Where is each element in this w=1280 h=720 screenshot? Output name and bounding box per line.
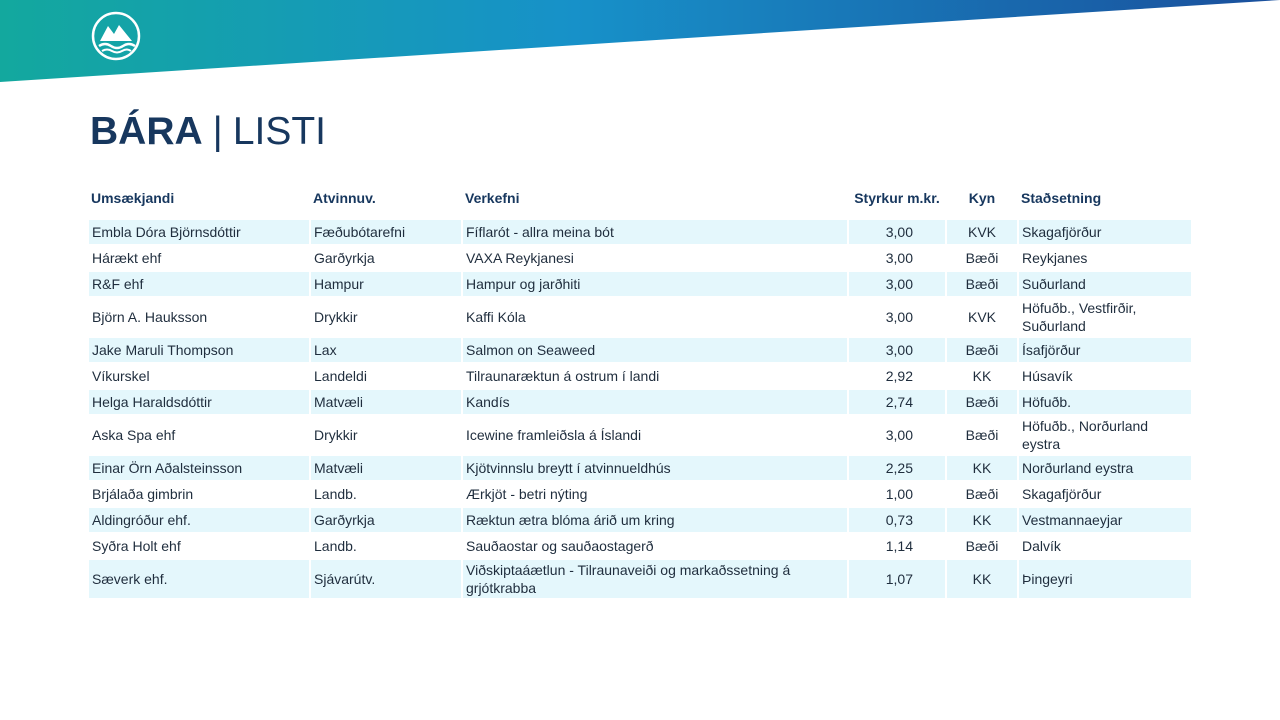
cell-gender: KK	[947, 560, 1017, 598]
cell-sector: Landeldi	[311, 364, 461, 388]
cell-location: Þingeyri	[1019, 560, 1191, 598]
cell-gender: Bæði	[947, 482, 1017, 506]
table-row	[89, 246, 1191, 270]
title-bold: BÁRA	[90, 110, 203, 153]
cell-grant: 3,00	[849, 416, 945, 454]
cell-project: Salmon on Seaweed	[463, 338, 847, 362]
cell-applicant: Jake Maruli Thompson	[89, 338, 309, 362]
cell-gender: KK	[947, 456, 1017, 480]
cell-sector: Landb.	[311, 482, 461, 506]
cell-applicant: Hárækt ehf	[89, 246, 309, 270]
cell-grant: 1,00	[849, 482, 945, 506]
page-title	[90, 108, 326, 156]
cell-grant: 1,07	[849, 560, 945, 598]
cell-applicant: Sæverk ehf.	[89, 560, 309, 598]
table-row	[89, 456, 1191, 480]
cell-project: Kandís	[463, 390, 847, 414]
cell-sector: Garðyrkja	[311, 508, 461, 532]
cell-location: Dalvík	[1019, 534, 1191, 558]
cell-applicant: Syðra Holt ehf	[89, 534, 309, 558]
table-row	[89, 482, 1191, 506]
logo-icon	[91, 11, 141, 61]
cell-sector: Hampur	[311, 272, 461, 296]
cell-applicant: Helga Haraldsdóttir	[89, 390, 309, 414]
cell-grant: 2,92	[849, 364, 945, 388]
cell-location: Vestmannaeyjar	[1019, 508, 1191, 532]
cell-project: Kaffi Kóla	[463, 298, 847, 336]
header-sector: Atvinnuv.	[313, 190, 376, 206]
cell-gender: Bæði	[947, 390, 1017, 414]
cell-sector: Drykkir	[311, 298, 461, 336]
cell-project: Hampur og jarðhiti	[463, 272, 847, 296]
table-row	[89, 560, 1191, 598]
cell-grant: 2,25	[849, 456, 945, 480]
cell-location: Ísafjörður	[1019, 338, 1191, 362]
cell-location: Höfuðb.	[1019, 390, 1191, 414]
cell-gender: KK	[947, 508, 1017, 532]
table-row	[89, 364, 1191, 388]
cell-sector: Fæðubótarefni	[311, 220, 461, 244]
cell-grant: 3,00	[849, 246, 945, 270]
cell-sector: Landb.	[311, 534, 461, 558]
cell-sector: Matvæli	[311, 390, 461, 414]
cell-project: Ræktun ætra blóma árið um kring	[463, 508, 847, 532]
cell-gender: KVK	[947, 220, 1017, 244]
cell-project: Ærkjöt - betri nýting	[463, 482, 847, 506]
table-row	[89, 534, 1191, 558]
cell-location: Skagafjörður	[1019, 482, 1191, 506]
cell-applicant: Embla Dóra Björnsdóttir	[89, 220, 309, 244]
table-row	[89, 298, 1191, 336]
header-banner	[0, 0, 1280, 90]
header-location: Staðsetning	[1021, 190, 1102, 206]
cell-applicant: Brjálaða gimbrin	[89, 482, 309, 506]
header-applicant: Umsækjandi	[91, 190, 175, 206]
cell-grant: 3,00	[849, 338, 945, 362]
header-grant: Styrkur m.kr.	[854, 190, 940, 206]
cell-applicant: Aldingróður ehf.	[89, 508, 309, 532]
title-light: LISTI	[232, 110, 327, 153]
cell-location: Húsavík	[1019, 364, 1191, 388]
cell-grant: 0,73	[849, 508, 945, 532]
cell-applicant: R&F ehf	[89, 272, 309, 296]
cell-grant: 3,00	[849, 298, 945, 336]
cell-gender: Bæði	[947, 246, 1017, 270]
cell-project: Kjötvinnslu breytt í atvinnueldhús	[463, 456, 847, 480]
header-project: Verkefni	[465, 190, 520, 206]
table-row	[89, 272, 1191, 296]
table-row	[89, 338, 1191, 362]
cell-project: Viðskiptaáætlun - Tilraunaveiði og markaðssetning á grjótkrabba	[463, 560, 847, 598]
title-separator: |	[212, 110, 223, 153]
cell-location: Skagafjörður	[1019, 220, 1191, 244]
cell-location: Suðurland	[1019, 272, 1191, 296]
cell-sector: Sjávarútv.	[311, 560, 461, 598]
cell-gender: Bæði	[947, 272, 1017, 296]
cell-project: VAXA Reykjanesi	[463, 246, 847, 270]
cell-applicant: Björn A. Hauksson	[89, 298, 309, 336]
table-row	[89, 508, 1191, 532]
cell-project: Fíflarót - allra meina bót	[463, 220, 847, 244]
cell-project: Icewine framleiðsla á Íslandi	[463, 416, 847, 454]
table-row	[89, 390, 1191, 414]
grants-table	[87, 182, 1193, 600]
cell-gender: Bæði	[947, 416, 1017, 454]
table-header-row	[89, 184, 1191, 212]
table-row	[89, 416, 1191, 454]
cell-project: Tilraunaræktun á ostrum í landi	[463, 364, 847, 388]
cell-grant: 1,14	[849, 534, 945, 558]
cell-applicant: Einar Örn Aðalsteinsson	[89, 456, 309, 480]
cell-sector: Lax	[311, 338, 461, 362]
cell-sector: Drykkir	[311, 416, 461, 454]
cell-sector: Matvæli	[311, 456, 461, 480]
cell-grant: 3,00	[849, 220, 945, 244]
header-gender: Kyn	[968, 190, 996, 206]
cell-location: Norðurland eystra	[1019, 456, 1191, 480]
cell-applicant: Aska Spa ehf	[89, 416, 309, 454]
cell-location: Höfuðb., Vestfirðir, Suðurland	[1019, 298, 1191, 336]
table-row	[89, 220, 1191, 244]
cell-sector: Garðyrkja	[311, 246, 461, 270]
cell-grant: 2,74	[849, 390, 945, 414]
cell-location: Reykjanes	[1019, 246, 1191, 270]
cell-applicant: Víkurskel	[89, 364, 309, 388]
cell-gender: Bæði	[947, 338, 1017, 362]
cell-project: Sauðaostar og sauðaostagerð	[463, 534, 847, 558]
cell-grant: 3,00	[849, 272, 945, 296]
cell-gender: KVK	[947, 298, 1017, 336]
cell-gender: Bæði	[947, 534, 1017, 558]
cell-location: Höfuðb., Norðurland eystra	[1019, 416, 1191, 454]
cell-gender: KK	[947, 364, 1017, 388]
